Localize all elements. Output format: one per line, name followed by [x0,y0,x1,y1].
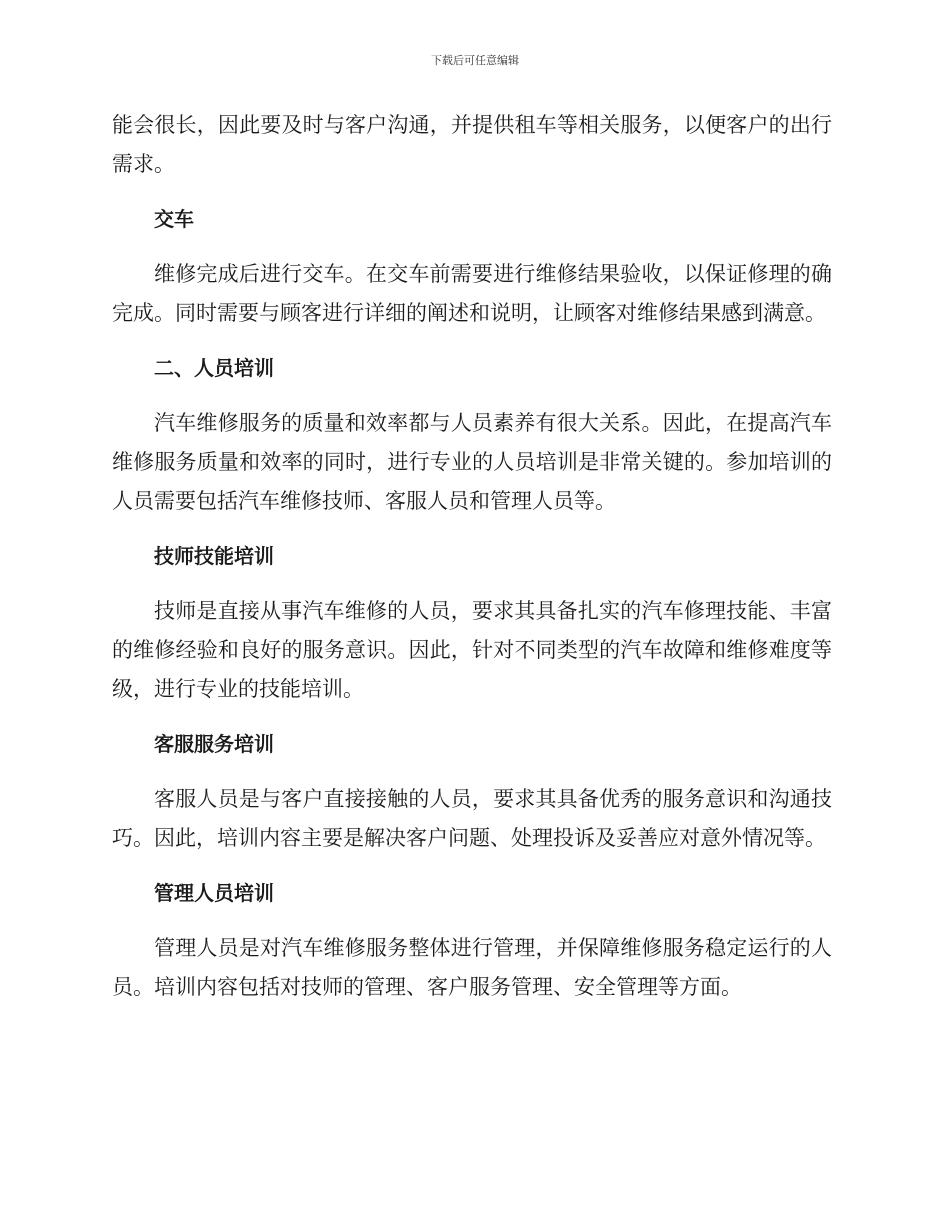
paragraph-rental-service: 能会很长，因此要及时与客户沟通，并提供租车等相关服务，以便客户的出行需求。 [112,113,832,176]
paragraph-manager-training: 管理人员是对汽车维修服务整体进行管理，并保障维修服务稳定运行的人员。培训内容包括对技师的管理、客户服务管理、安全管理等方面。 [112,936,832,999]
heading-customer-service-training: 客服服务培训 [154,732,274,756]
heading-staff-training: 二、人员培训 [154,356,274,380]
heading-manager-training: 管理人员培训 [154,881,274,905]
paragraph-staff-training: 汽车维修服务的质量和效率都与人员素养有很大关系。因此，在提高汽车维修服务质量和效率的同时，进行专业的人员培训是非常关键的。参加培训的人员需要包括汽车维修技师、客服人员和管理人员等。 [112,411,832,513]
page-header: 下载后可任意编辑 [431,54,519,67]
paragraph-technician-training: 技师是直接从事汽车维修的人员，要求其具备扎实的汽车修理技能、丰富的维修经验和良好的服务意识。因此，针对不同类型的汽车故障和维修难度等级，进行专业的技能培训。 [112,599,832,701]
document-body [112,106,832,1007]
heading-delivery: 交车 [154,207,194,231]
paragraph-customer-service-training: 客服人员是与客户直接接触的人员，要求其具备优秀的服务意识和沟通技巧。因此，培训内容主要是解决客户问题、处理投诉及妥善应对意外情况等。 [112,787,832,850]
heading-technician-training: 技师技能培训 [154,544,274,568]
paragraph-delivery: 维修完成后进行交车。在交车前需要进行维修结果验收，以保证修理的确完成。同时需要与顾客进行详细的阐述和说明，让顾客对维修结果感到满意。 [112,262,832,325]
